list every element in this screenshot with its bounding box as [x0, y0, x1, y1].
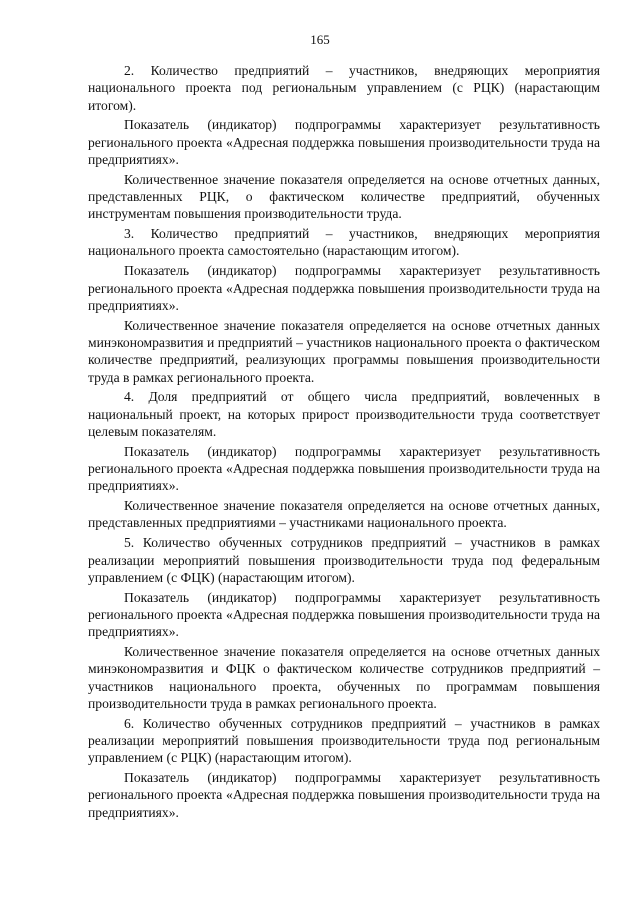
- paragraph-indicator-4-method: Количественное значение показателя определяется на основе отчетных данных, представленных предприятиями – участниками национального проекта.: [88, 498, 600, 531]
- paragraph-indicator-2-description: Показатель (индикатор) подпрограммы характеризует результативность регионального проекта «Адресная поддержка повышения производительности труда на предприятиях».: [88, 117, 600, 167]
- paragraph-indicator-5-title: 5. Количество обученных сотрудников предприятий – участников в рамках реализации мероприятий повышения производительности труда под федеральным управлением (с ФЦК) (нарастающим итогом).: [88, 535, 600, 585]
- paragraph-indicator-5-method: Количественное значение показателя определяется на основе отчетных данных минэкономразвития и ФЦК о фактическом количестве сотрудников предприятий – участников национального проекта, обученных по программам повышения производительности труда в рамках регионального проекта.: [88, 644, 600, 711]
- paragraph-indicator-2-method: Количественное значение показателя определяется на основе отчетных данных, представленных РЦК, о фактическом количестве предприятий, обученных инструментам повышения производительности труда.: [88, 171, 600, 222]
- paragraph-indicator-3-description: Показатель (индикатор) подпрограммы характеризует результативность регионального проекта «Адресная поддержка повышения производительности труда на предприятиях».: [88, 263, 600, 313]
- paragraph-indicator-3-title: 3. Количество предприятий – участников, внедряющих мероприятия национального проекта самостоятельно (нарастающим итогом).: [88, 226, 600, 259]
- paragraph-indicator-2-title: 2. Количество предприятий – участников, внедряющих мероприятия национального проекта под региональным управлением (с РЦК) (нарастающим итогом).: [88, 63, 600, 113]
- paragraph-indicator-4-title: 4. Доля предприятий от общего числа предприятий, вовлеченных в национальный проект, на которых прирост производительности труда соответствует целевым показателям.: [88, 389, 600, 439]
- document-body: [88, 62, 600, 823]
- paragraph-indicator-6-title: 6. Количество обученных сотрудников предприятий – участников в рамках реализации мероприятий повышения производительности труда под региональным управлением (с РЦК) (нарастающим итогом).: [88, 715, 600, 766]
- paragraph-indicator-3-method: Количественное значение показателя определяется на основе отчетных данных минэкономразвития и предприятий – участников национального проекта о фактическом количестве предприятий, реализующих программы повышения производительности труда в рамках регионального проекта.: [88, 317, 600, 385]
- paragraph-indicator-6-description: Показатель (индикатор) подпрограммы характеризует результативность регионального проекта «Адресная поддержка повышения производительности труда на предприятиях».: [88, 770, 600, 820]
- page-number: 165: [310, 32, 330, 47]
- paragraph-indicator-4-description: Показатель (индикатор) подпрограммы характеризует результативность регионального проекта «Адресная поддержка повышения производительности труда на предприятиях».: [88, 443, 600, 494]
- paragraph-indicator-5-description: Показатель (индикатор) подпрограммы характеризует результативность регионального проекта «Адресная поддержка повышения производительности труда на предприятиях».: [88, 589, 600, 640]
